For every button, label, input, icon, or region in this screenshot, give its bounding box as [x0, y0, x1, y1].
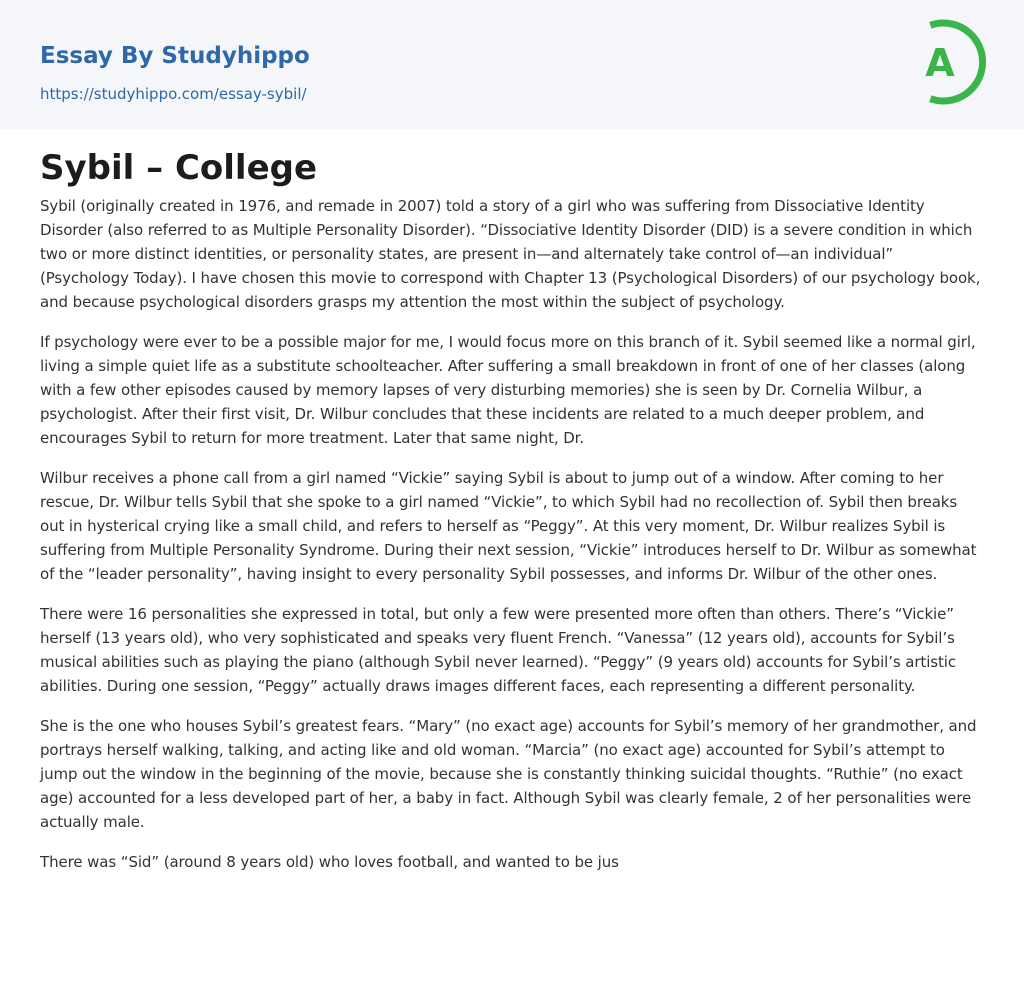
- essay-body: [40, 194, 984, 874]
- essay-paragraph: She is the one who houses Sybil’s greatest fears. “Mary” (no exact age) accounts for Sybil’s memory of her grandmother, and portrays herself walking, talking, and acting like and old woman. “Marcia” (no exact age) accounted for Sybil’s attempt to jump out the window in the beginning of the movie, because she is constantly thinking suicidal thoughts. “Ruthie” (no exact age) accounted for a less developed part of her, a baby in fact. Although Sybil was clearly female, 2 of her personalities were actually male.: [40, 717, 977, 831]
- essay-paragraph: There was “Sid” (around 8 years old) who loves football, and wanted to be jus: [40, 853, 619, 871]
- essay-url-link[interactable]: https://studyhippo.com/essay-sybil/: [40, 85, 307, 103]
- essay-paragraph: There were 16 personalities she expressed in total, but only a few were presented more often than others. There’s “Vickie” herself (13 years old), who very sophisticated and speaks very fluent French. “Vanessa” (12 years old), accounts for Sybil’s musical abilities such as playing the piano (although Sybil never learned). “Peggy” (9 years old) accounts for Sybil’s artistic abilities. During one session, “Peggy” actually draws images different faces, each representing a different personality.: [40, 605, 956, 695]
- site-header: [0, 0, 1024, 129]
- studyhippo-logo-icon[interactable]: [910, 19, 986, 105]
- essay-paragraph: If psychology were ever to be a possible major for me, I would focus more on this branch of it. Sybil seemed like a normal girl, living a simple quiet life as a substitute schoolteacher. After suffering a small breakdown in front of one of her classes (along with a few other episodes caused by memory lapses of very disturbing memories) she is seen by Dr. Cornelia Wilbur, a psychologist. After their first visit, Dr. Wilbur concludes that these incidents are related to a much deeper problem, and encourages Sybil to return for more treatment. Later that same night, Dr.: [40, 333, 976, 447]
- logo-letter: A: [925, 41, 955, 85]
- brand-title[interactable]: Essay By Studyhippo: [40, 43, 310, 69]
- essay-title: Sybil – College: [40, 148, 318, 188]
- essay-content: [40, 146, 984, 890]
- essay-paragraph: Sybil (originally created in 1976, and remade in 2007) told a story of a girl who was suffering from Dissociative Identity Disorder (also referred to as Multiple Personality Disorder). “Dissociative Identity Disorder (DID) is a severe condition in which two or more distinct identities, or personality states, are present in—and alternately take control of—an individual” (Psychology Today). I have chosen this movie to correspond with Chapter 13 (Psychological Disorders) of our psychology book, and because psychological disorders grasps my attention the most within the subject of psychology.: [40, 197, 981, 311]
- essay-paragraph: Wilbur receives a phone call from a girl named “Vickie” saying Sybil is about to jump out of a window. After coming to her rescue, Dr. Wilbur tells Sybil that she spoke to a girl named “Vickie”, to which Sybil had no recollection of. Sybil then breaks out in hysterical crying like a small child, and refers to herself as “Peggy”. At this very moment, Dr. Wilbur realizes Sybil is suffering from Multiple Personality Syndrome. During their next session, “Vickie” introduces herself to Dr. Wilbur as somewhat of the “leader personality”, having insight to every personality Sybil possesses, and informs Dr. Wilbur of the other ones.: [40, 469, 977, 583]
